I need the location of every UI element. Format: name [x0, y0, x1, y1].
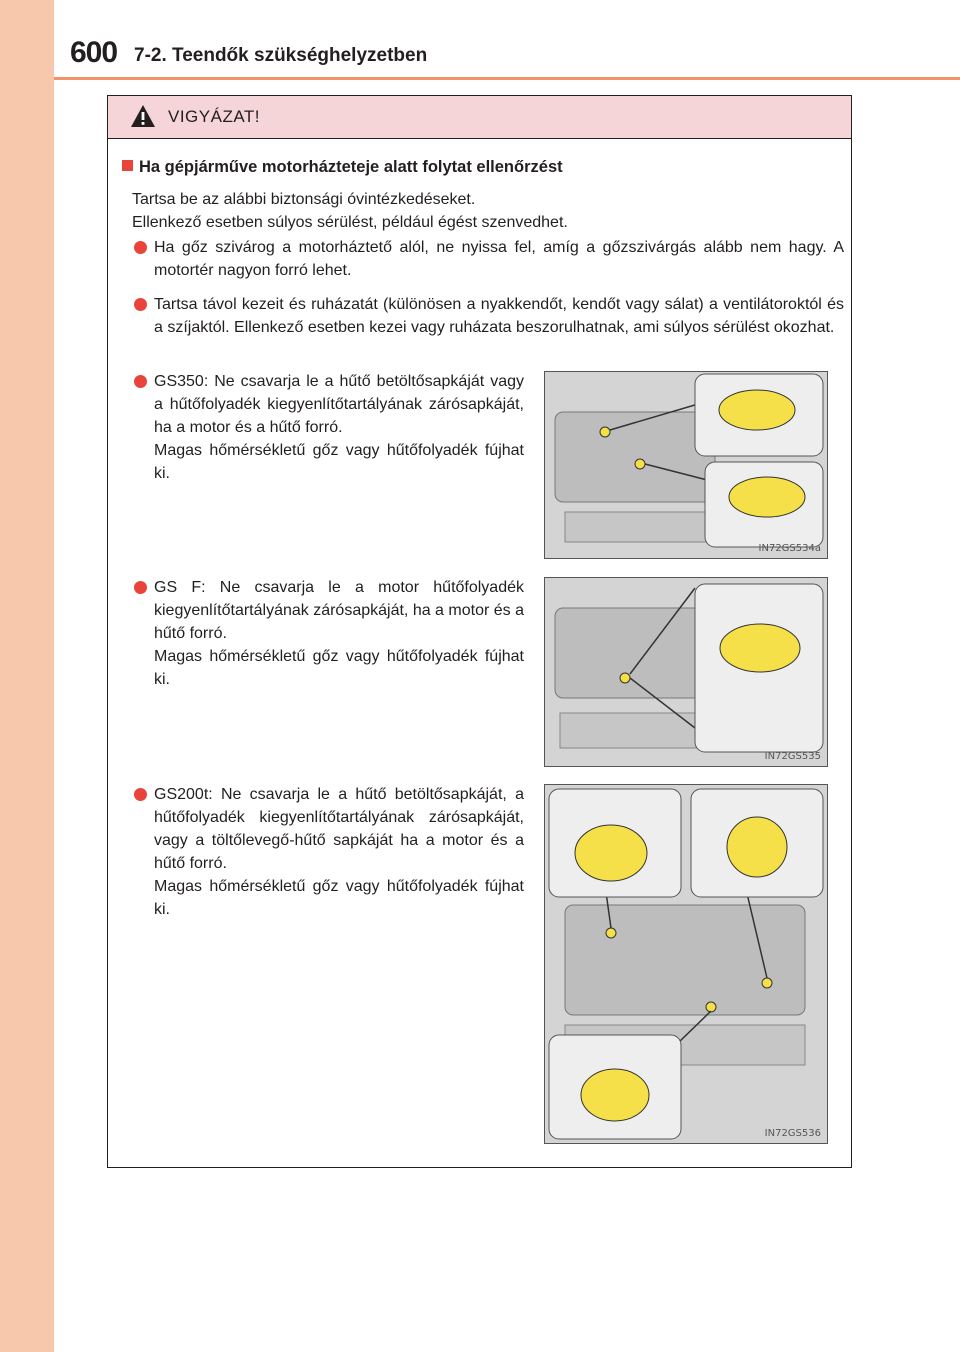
figure-label: IN72GS535 [764, 751, 821, 762]
engine-illustration [545, 785, 827, 1143]
model-text: GS F: Ne csavarja le a motor hűtőfolyadék kiegyenlítőtartályának zárósapkáját, ha a motor és a hűtő forró. [154, 579, 524, 642]
round-bullet-icon [134, 581, 147, 594]
side-color-band [0, 0, 54, 1352]
warning-intro [132, 188, 832, 234]
intro-line: Ellenkező esetben súlyos sérülést, például égést szenvedhet. [132, 214, 568, 231]
warning-header [108, 96, 851, 139]
model-item-gs350 [132, 370, 524, 485]
warning-triangle-icon [130, 104, 156, 128]
model-text-continued: Magas hőmérsékletű gőz vagy hűtőfolyadék fújhat ki. [154, 442, 524, 482]
model-item-gsf [132, 576, 524, 691]
model-text-continued: Magas hőmérsékletű gőz vagy hűtőfolyadék fújhat ki. [154, 648, 524, 688]
page-number: 600 [70, 36, 118, 69]
model-text-continued: Magas hőmérsékletű gőz vagy hűtőfolyadék fújhat ki. [154, 878, 524, 918]
bullet-item [132, 236, 844, 282]
figure-label: IN72GS536 [764, 1128, 821, 1139]
round-bullet-icon [134, 788, 147, 801]
warning-heading-text: Ha gépjárműve motorházteteje alatt folytat ellenőrzést [139, 158, 563, 176]
round-bullet-icon [134, 298, 147, 311]
engine-illustration [545, 372, 827, 558]
engine-illustration [545, 578, 827, 766]
engine-figure-gs200t [544, 784, 828, 1144]
bullet-text: Ha gőz szivárog a motorháztető alól, ne nyissa fel, amíg a gőzszivárgás alább nem hagy. A motortér nagyon forró lehet. [154, 239, 844, 279]
square-bullet-icon [122, 160, 133, 171]
header-rule [54, 77, 960, 80]
engine-figure-gs350 [544, 371, 828, 559]
round-bullet-icon [134, 375, 147, 388]
page-header [54, 0, 960, 80]
figure-label: IN72GS534a [758, 543, 821, 554]
section-title: 7-2. Teendők szükséghelyzetben [134, 45, 428, 66]
warning-box [107, 95, 852, 1168]
model-item-gs200t [132, 783, 524, 921]
model-text: GS200t: Ne csavarja le a hűtő betöltősapkáját, a hűtőfolyadék kiegyenlítőtartályának zárósapkáját, vagy a töltőlevegő-hűtő sapkáját ha a motor és a hűtő forró. [154, 786, 524, 872]
model-text: GS350: Ne csavarja le a hűtő betöltősapkáját vagy a hűtőfolyadék kiegyenlítőtartályának zárósapkáját, ha a motor és a hűtő forró. [154, 373, 524, 436]
round-bullet-icon [134, 241, 147, 254]
warning-title: VIGYÁZAT! [168, 107, 261, 126]
warning-heading [122, 158, 563, 177]
bullet-text: Tartsa távol kezeit és ruházatát (különösen a nyakkendőt, kendőt vagy sálat) a ventilátoroktól és a szíjaktól. Ellenkező esetben kezei vagy ruházata beszorulhatnak, ami súlyos sérülést okozhat. [154, 296, 844, 336]
bullet-item [132, 293, 844, 339]
engine-figure-gsf [544, 577, 828, 767]
intro-line: Tartsa be az alábbi biztonsági óvintézkedéseket. [132, 191, 476, 208]
